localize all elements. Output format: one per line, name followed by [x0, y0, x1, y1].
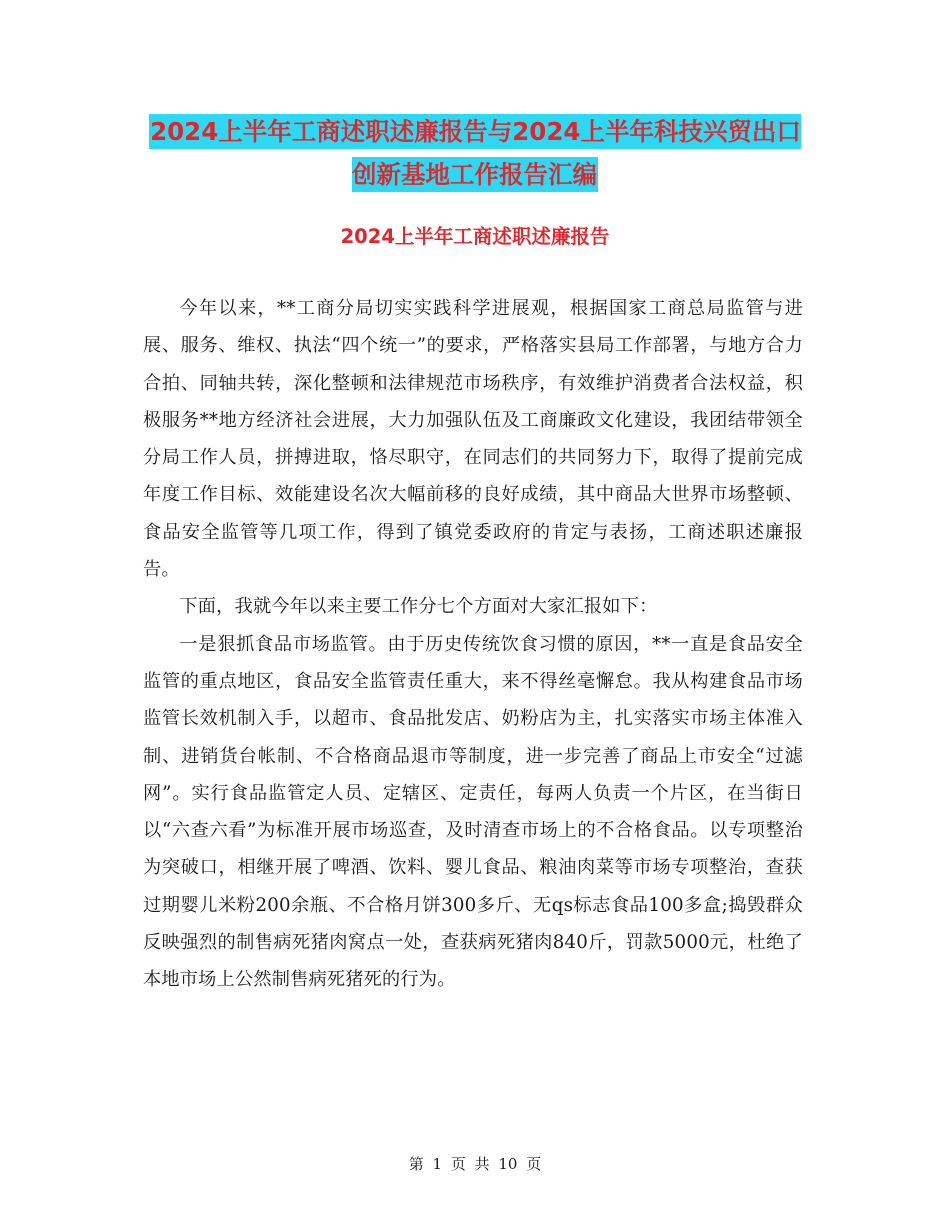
- paragraph: 今年以来，**工商分局切实实践科学进展观，根据国家工商总局监管与进展、服务、维权、执法“四个统一”的要求，严格落实县局工作部署，与地方合力合拍、同轴共转，深化整顿和法律规范市场秩序，有效维护消费者合法权益，积极服务**地方经济社会进展，大力加强队伍及工商廉政文化建设，我团结带领全分局工作人员，拼搏进取，恪尽职守，在同志们的共同努力下，取得了提前完成年度工作目标、效能建设名次大幅前移的良好成绩，其中商品大世界市场整顿、食品安全监管等几项工作，得到了镇党委政府的肯定与表扬，工商述职述廉报告。: [143, 298, 803, 581]
- paragraph: 一是狠抓食品市场监管。由于历史传统饮食习惯的原因，**一直是食品安全监管的重点地区，食品安全监管责任重大，来不得丝毫懈怠。我从构建食品市场监管长效机制入手，以超市、食品批发店、奶粉店为主，扎实落实市场主体准入制、进销货台帐制、不合格商品退市等制度，进一步完善了商品上市安全“过滤网”。实行食品监管定人员、定辖区、定责任，每两人负责一个片区，在当街日以“六查六看”为标准开展市场巡查，及时清查市场上的不合格食品。以专项整治为突破口，相继开展了啤酒、饮料、婴儿食品、粮油肉菜等市场专项整治，查获过期婴儿米粉200余瓶、不合格月饼300多斤、无qs标志食品100多盒;捣毁群众反映强烈的制售病死猪肉窝点一处，查获病死猪肉840斤，罚款5000元，杜绝了本地市场上公然制售病死猪死的行为。: [143, 633, 803, 991]
- document-main-title: [140, 110, 810, 196]
- section-title: 2024上半年工商述职述廉报告: [340, 225, 610, 248]
- page-footer: 第 1 页 共 10 页: [408, 1155, 542, 1173]
- paragraph: 下面，我就今年以来主要工作分七个方面对大家汇报如下：: [179, 596, 658, 618]
- main-title-highlight: 2024上半年工商述职述廉报告与2024上半年科技兴贸出口创新基地工作报告汇编: [149, 114, 801, 192]
- document-body: [143, 290, 803, 999]
